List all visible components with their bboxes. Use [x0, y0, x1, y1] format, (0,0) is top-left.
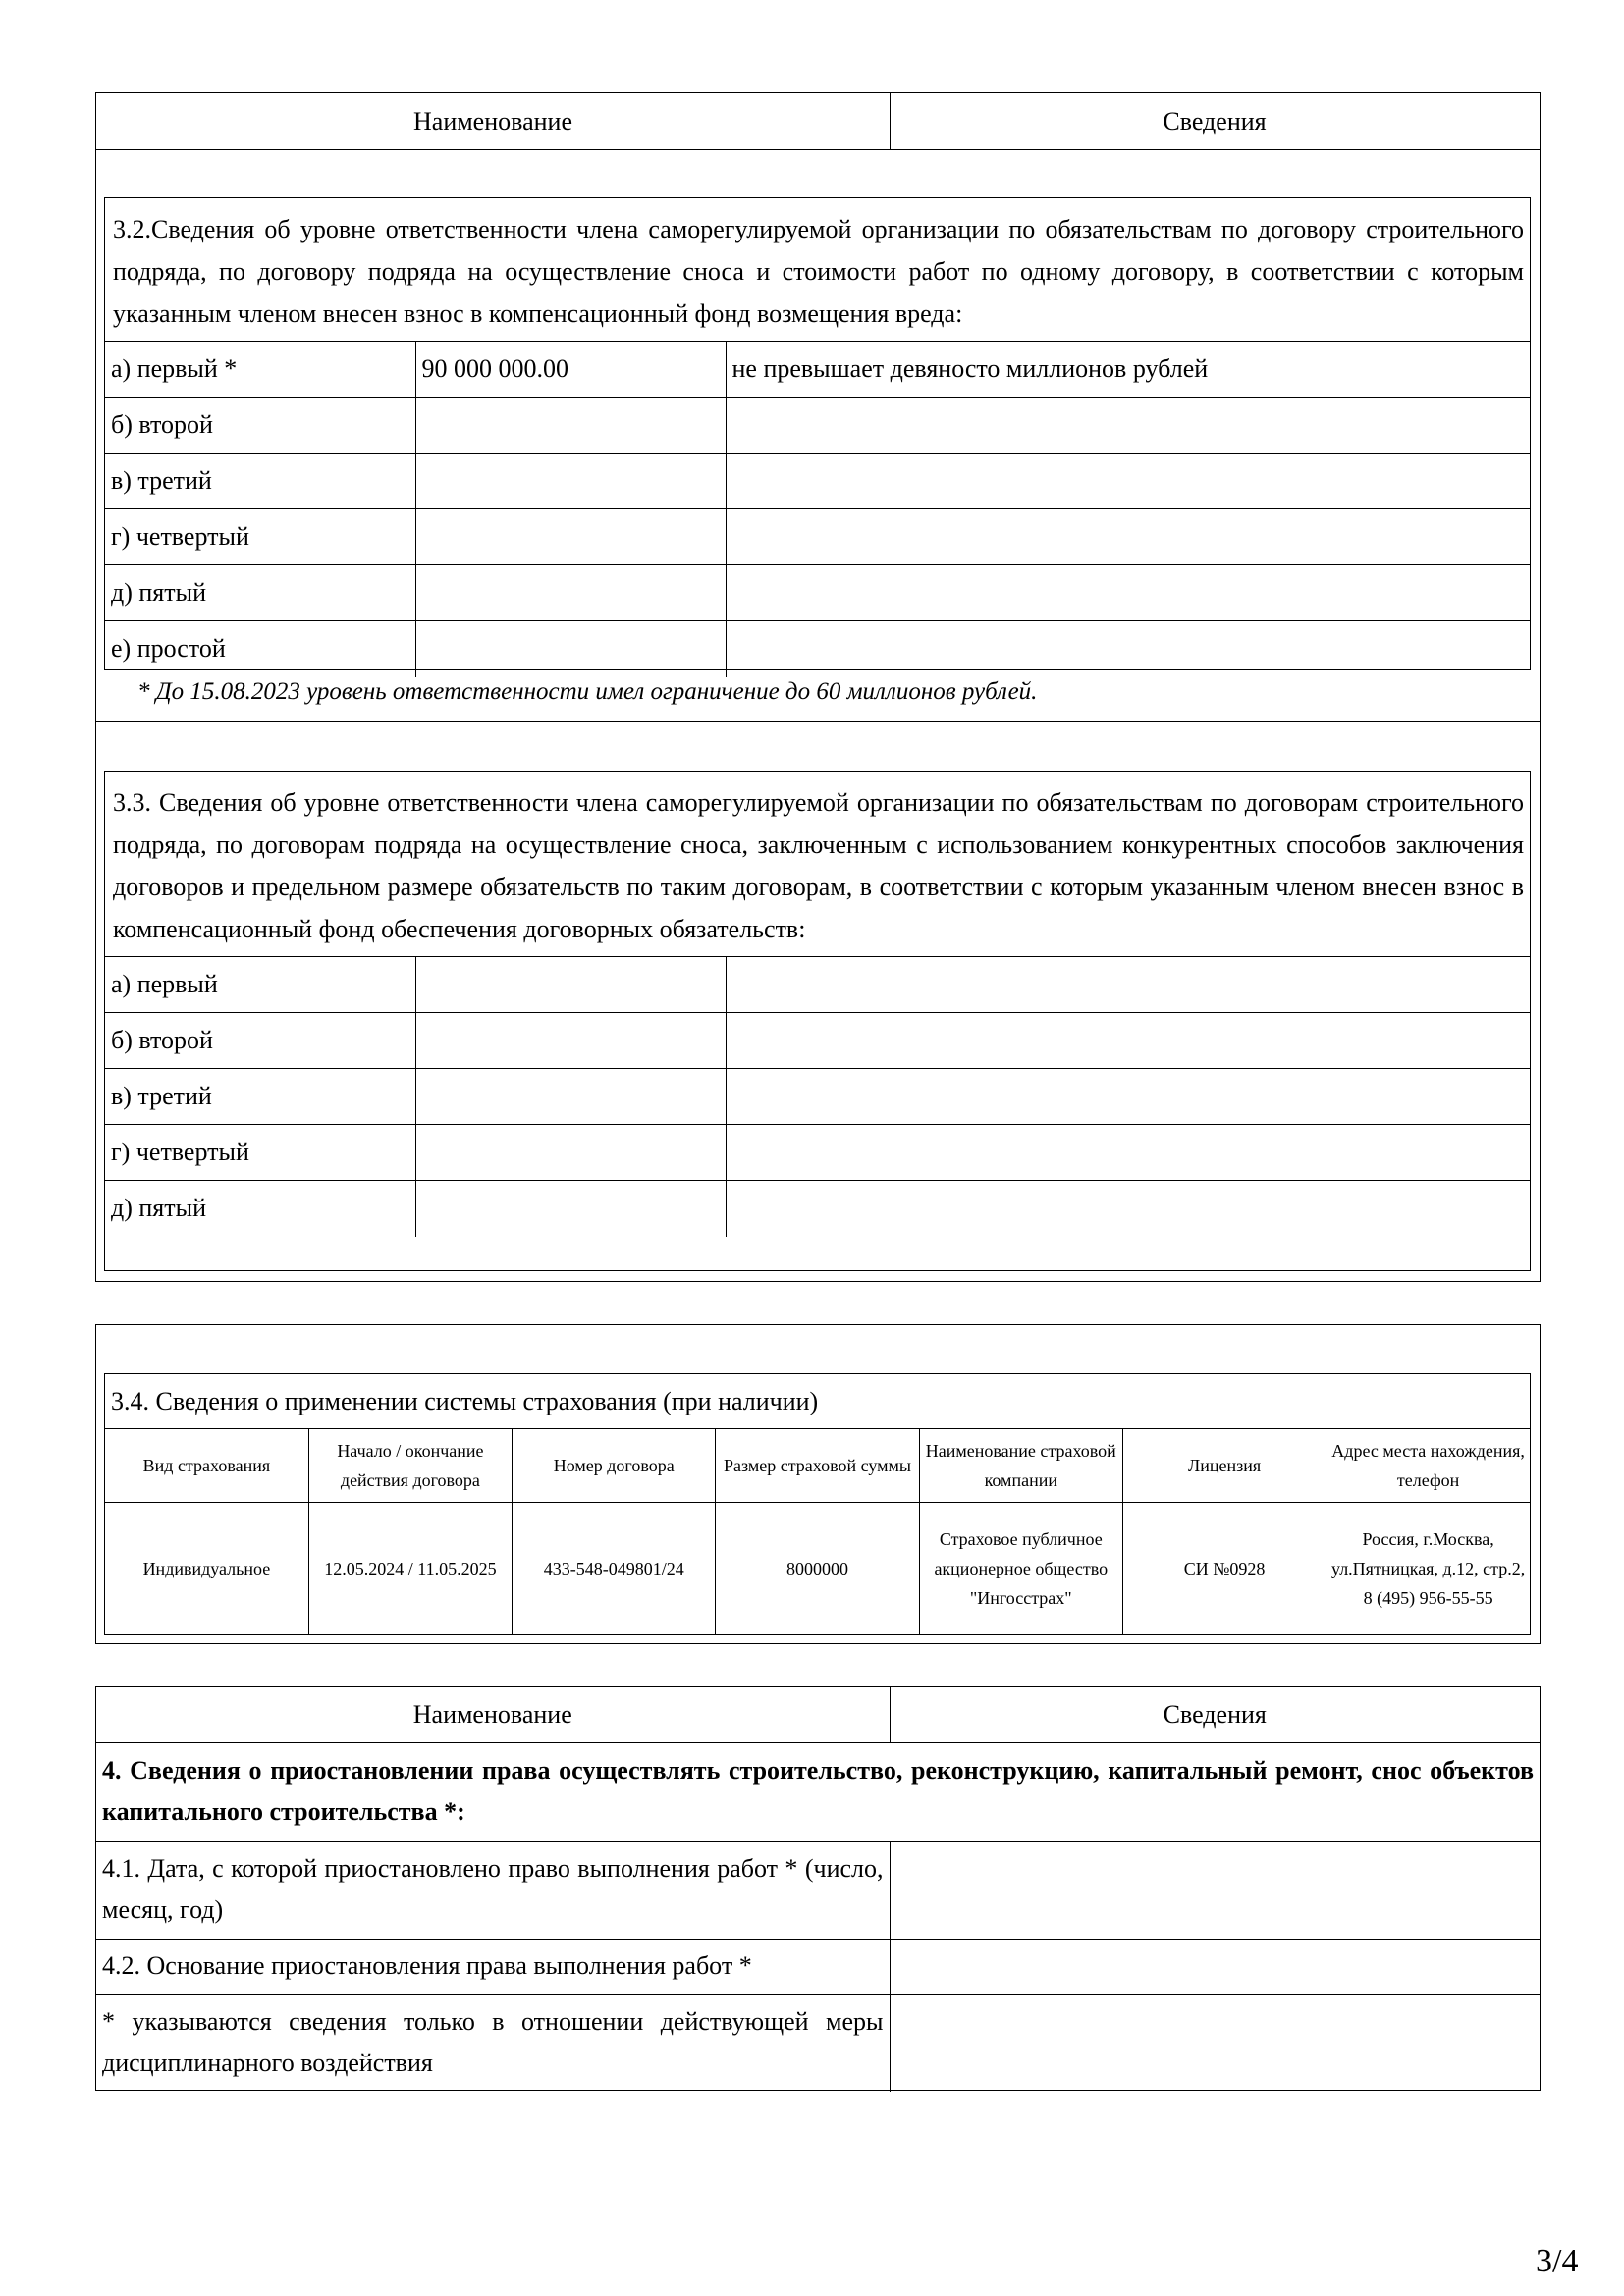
- suspension-note-value: [890, 1994, 1540, 2092]
- contract-period: 12.05.2024 / 11.05.2025: [308, 1502, 512, 1635]
- table-row: [105, 509, 1530, 565]
- level-label: в) третий: [105, 454, 415, 509]
- table-row: [96, 1841, 1540, 1939]
- level-label: г) четвертый: [105, 509, 415, 565]
- table-row: [105, 1125, 1530, 1181]
- level-label: а) первый *: [105, 342, 415, 398]
- level-amount: [415, 565, 726, 621]
- table-row: [105, 565, 1530, 621]
- table-header-row: [96, 1687, 1540, 1742]
- level-label: в) третий: [105, 1069, 415, 1125]
- header-info: Сведения: [1163, 107, 1267, 135]
- level-desc: не превышает девяносто миллионов рублей: [726, 342, 1530, 398]
- level-amount: [415, 509, 726, 565]
- level-label: г) четвертый: [105, 1125, 415, 1181]
- table-row: [105, 1069, 1530, 1125]
- column-header: Номер договора: [513, 1429, 716, 1502]
- section-3-2: [104, 197, 1531, 670]
- table-header-row: [105, 1429, 1530, 1502]
- level-label: б) второй: [105, 398, 415, 454]
- level-amount: [415, 621, 726, 677]
- header-name: Наименование: [96, 93, 891, 149]
- table-row: [96, 1994, 1540, 2092]
- level-label: д) пятый: [105, 565, 415, 621]
- section-3-4: [104, 1373, 1531, 1635]
- column-header: Адрес места нахождения, телефон: [1326, 1429, 1530, 1502]
- level-desc: [726, 621, 1530, 677]
- header-info: Сведения: [890, 1687, 1540, 1742]
- table-row: [105, 621, 1530, 677]
- table-row: [105, 1181, 1530, 1237]
- level-amount: [415, 1013, 726, 1069]
- level-desc: [726, 1125, 1530, 1181]
- page-number: 3/4: [1536, 2243, 1579, 2279]
- column-header: Размер страховой суммы: [716, 1429, 919, 1502]
- level-desc: [726, 1013, 1530, 1069]
- table-row: [105, 454, 1530, 509]
- level-label: а) первый: [105, 957, 415, 1013]
- insured-sum: 8000000: [716, 1502, 919, 1635]
- table-row: [105, 398, 1530, 454]
- level-label: е) простой: [105, 621, 415, 677]
- section-3-2-levels-table: [105, 341, 1530, 677]
- level-amount: [415, 1125, 726, 1181]
- column-header: Лицензия: [1122, 1429, 1326, 1502]
- insurer-name: Страховое публичное акционерное общество "Ингосстрах": [919, 1502, 1122, 1635]
- insurance-type: Индивидуальное: [105, 1502, 308, 1635]
- contract-number: 433-548-049801/24: [513, 1502, 716, 1635]
- suspension-note: * указываются сведения только в отношении действующей меры дисциплинарного воздействия: [96, 1994, 890, 2092]
- column-header: Вид страхования: [105, 1429, 308, 1502]
- level-desc: [726, 565, 1530, 621]
- suspension-basis-value: [890, 1939, 1540, 1994]
- table-row: [105, 957, 1530, 1013]
- insurance-block: [95, 1324, 1541, 1644]
- column-header: Наименование страховой компании: [919, 1429, 1122, 1502]
- insurance-table: [105, 1429, 1530, 1635]
- section-3-2-text: 3.2.Сведения об уровне ответственности члена саморегулируемой организации по обязательствам по договору строительного подряда, по договору подряда на осуществление сноса и стоимости работ по одному договору, в соответствии с которым указанным членом внесен взнос в компенсационный фонд возмещения вреда:: [113, 215, 1524, 328]
- table-row: [105, 1013, 1530, 1069]
- section-4-title: 4. Сведения о приостановлении права осуществлять строительство, реконструкцию, капитальный ремонт, снос объектов капитального строительства *:: [96, 1742, 1540, 1841]
- insurer-address: Россия, г.Москва, ул.Пятницкая, д.12, стр.2, 8 (495) 956-55-55: [1326, 1502, 1530, 1635]
- section-3-3-text: 3.3. Сведения об уровне ответственности члена саморегулируемой организации по обязательствам по договорам строительного подряда, по договорам подряда на осуществление сноса, заключенным с использованием конкурентных способов заключения договоров и предельном размере обязательств по таким договорам, в соответствии с которым указанным членом внесен взнос в компенсационный фонд обеспечения договорных обязательств:: [113, 788, 1524, 943]
- section-3-4-title: 3.4. Сведения о применении системы страхования (при наличии): [105, 1374, 1530, 1429]
- level-desc: [726, 454, 1530, 509]
- level-label: д) пятый: [105, 1181, 415, 1237]
- level-amount: [415, 1181, 726, 1237]
- level-label: б) второй: [105, 1013, 415, 1069]
- level-amount: [415, 1069, 726, 1125]
- section-3-3-levels-table: [105, 956, 1530, 1237]
- header-name: Наименование: [96, 1687, 890, 1742]
- responsibility-block: [95, 92, 1541, 1282]
- table-header: [96, 93, 1540, 150]
- level-amount: 90 000 000.00: [415, 342, 726, 398]
- level-amount: [415, 398, 726, 454]
- suspension-basis-label: 4.2. Основание приостановления права выполнения работ *: [96, 1939, 890, 1994]
- level-desc: [726, 398, 1530, 454]
- suspension-date-value: [890, 1841, 1540, 1939]
- liability-footnote: * До 15.08.2023 уровень ответственности имел ограничение до 60 миллионов рублей.: [137, 678, 1038, 705]
- suspension-date-label: 4.1. Дата, с которой приостановлено право выполнения работ * (число, месяц, год): [96, 1841, 890, 1939]
- column-header: Начало / окончание действия договора: [308, 1429, 512, 1502]
- level-desc: [726, 1181, 1530, 1237]
- level-desc: [726, 1069, 1530, 1125]
- section-4-title-row: [96, 1742, 1540, 1841]
- table-row: [96, 1939, 1540, 1994]
- divider: [96, 721, 1540, 722]
- level-desc: [726, 957, 1530, 1013]
- table-row: [105, 1502, 1530, 1635]
- level-desc: [726, 509, 1530, 565]
- table-row: [105, 342, 1530, 398]
- license: СИ №0928: [1122, 1502, 1326, 1635]
- section-3-3: [104, 771, 1531, 1271]
- suspension-block: [95, 1686, 1541, 2091]
- level-amount: [415, 454, 726, 509]
- level-amount: [415, 957, 726, 1013]
- suspension-table: [96, 1687, 1540, 2092]
